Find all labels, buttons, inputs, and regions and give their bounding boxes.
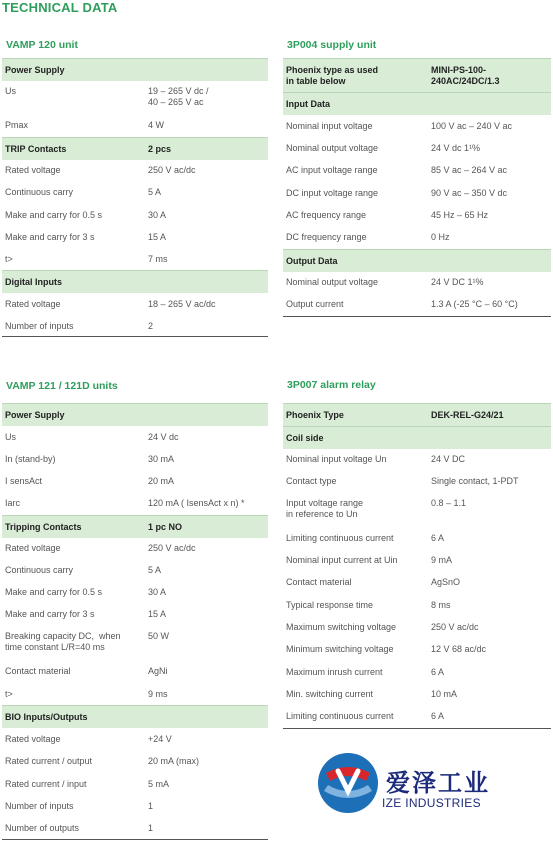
- cell-value: 250 V ac/dc: [431, 622, 479, 632]
- relay3p007-title: 3P007 alarm relay: [287, 379, 376, 391]
- table-header-row: [2, 137, 268, 160]
- cell-label: AC input voltage range: [286, 165, 378, 175]
- cell-value: 5 A: [148, 187, 162, 197]
- vamp121-table: [2, 403, 268, 841]
- table-header-row: [2, 270, 268, 293]
- cell-value: 6 A: [431, 711, 445, 721]
- table-row: [2, 114, 268, 136]
- table-bottom-rule: [283, 728, 551, 729]
- table-row: [283, 527, 551, 549]
- table-row: [283, 705, 551, 727]
- vamp120-title: VAMP 120 unit: [6, 39, 78, 51]
- table-row: [283, 594, 551, 616]
- cell-label: Nominal input current at Uin: [286, 555, 398, 565]
- cell-label: Maximum inrush current: [286, 667, 383, 677]
- cell-value: 5 A: [148, 565, 162, 575]
- cell-value: 1: [148, 801, 154, 811]
- cell-value: 1.3 A (-25 °C – 60 °C): [431, 299, 518, 309]
- cell-value: 8 ms: [431, 600, 451, 610]
- cell-value: 18 – 265 V ac/dc: [148, 299, 216, 309]
- cell-label: Rated voltage: [5, 543, 61, 553]
- table-row: [2, 159, 268, 181]
- table-bottom-rule: [283, 316, 551, 317]
- cell-label: Nominal output voltage: [286, 277, 379, 287]
- cell-value: 1: [148, 823, 154, 833]
- cell-label: Breaking capacity DC, when time constant L/R=40 ms: [5, 631, 121, 652]
- cell-label: Coil side: [286, 433, 324, 443]
- table-row: [2, 226, 268, 248]
- cell-label: Continuous carry: [5, 565, 74, 575]
- cell-label: BIO Inputs/Outputs: [5, 712, 88, 722]
- cell-value: 45 Hz – 65 Hz: [431, 210, 489, 220]
- table-row: [2, 660, 268, 682]
- cell-label: Nominal input voltage: [286, 121, 373, 131]
- cell-value: 7 ms: [148, 254, 168, 264]
- cell-label: Rated voltage: [5, 165, 61, 175]
- cell-value: 9 ms: [148, 689, 168, 699]
- cell-label: Make and carry for 0.5 s: [5, 210, 103, 220]
- table-row: [283, 683, 551, 705]
- table-row: [2, 537, 268, 559]
- table-row: [283, 271, 551, 293]
- vamp121-title: VAMP 121 / 121D units: [6, 380, 118, 392]
- relay3p007-table: [283, 403, 551, 730]
- table-row: [2, 470, 268, 492]
- cell-label: TRIP Contacts: [5, 144, 67, 154]
- vamp120-table: [2, 58, 268, 338]
- cell-label: Tripping Contacts: [5, 522, 82, 532]
- table-bottom-rule: [2, 336, 268, 337]
- cell-label: Power Supply: [5, 410, 65, 420]
- cell-label: Phoenix Type: [286, 410, 344, 420]
- cell-value: 15 A: [148, 609, 167, 619]
- cell-value: 20 mA: [148, 476, 175, 486]
- cell-value: AgNi: [148, 666, 168, 676]
- cell-value: 4 W: [148, 120, 165, 130]
- cell-value: Single contact, 1-PDT: [431, 476, 519, 486]
- cell-label: Input voltage range in reference to Un: [286, 498, 364, 519]
- cell-label: Number of inputs: [5, 801, 74, 811]
- table-row: [283, 204, 551, 226]
- table-header-row: [283, 426, 551, 449]
- cell-value: MINI-PS-100- 240AC/24DC/1.3: [431, 65, 500, 86]
- table-header-row: [283, 58, 551, 92]
- cell-value: 120 mA ( IsensAct x n) *: [148, 498, 245, 508]
- globe-logo-icon: [316, 751, 380, 815]
- cell-value: 1 pc NO: [148, 522, 183, 532]
- table-header-row: [283, 403, 551, 426]
- cell-label: Limiting continuous current: [286, 533, 394, 543]
- cell-value: 250 V ac/dc: [148, 165, 196, 175]
- cell-label: Digital Inputs: [5, 277, 62, 287]
- cell-label: Rated voltage: [5, 299, 61, 309]
- table-row: [2, 448, 268, 470]
- cell-value: AgSnO: [431, 577, 461, 587]
- cell-value: 19 – 265 V dc / 40 – 265 V ac: [148, 86, 209, 107]
- cell-label: Make and carry for 0.5 s: [5, 587, 103, 597]
- cell-label: Number of inputs: [5, 321, 74, 331]
- cell-value: 100 V ac – 240 V ac: [431, 121, 513, 131]
- cell-value: 20 mA (max): [148, 756, 200, 766]
- table-row: [283, 448, 551, 470]
- table-row: [2, 750, 268, 772]
- table-row: [2, 625, 268, 659]
- cell-value: 50 W: [148, 631, 170, 641]
- cell-label: Nominal input voltage Un: [286, 454, 387, 464]
- cell-value: 0 Hz: [431, 232, 450, 242]
- cell-label: Make and carry for 3 s: [5, 232, 95, 242]
- cell-value: 30 A: [148, 210, 167, 220]
- cell-label: In (stand-by): [5, 454, 56, 464]
- table-row: [2, 559, 268, 581]
- cell-value: +24 V: [148, 734, 172, 744]
- cell-value: 90 V ac – 350 V dc: [431, 188, 508, 198]
- table-header-row: [283, 249, 551, 272]
- table-row: [283, 549, 551, 571]
- cell-value: 30 mA: [148, 454, 175, 464]
- cell-value: 85 V ac – 264 V ac: [431, 165, 508, 175]
- cell-label: Output Data: [286, 256, 338, 266]
- cell-value: 24 V dc: [148, 432, 179, 442]
- page-title: TECHNICAL DATA: [2, 0, 118, 15]
- cell-value: 10 mA: [431, 689, 458, 699]
- cell-label: Rated current / output: [5, 756, 93, 766]
- cell-value: 24 V DC: [431, 454, 466, 464]
- table-row: [283, 571, 551, 593]
- cell-value: 5 mA: [148, 779, 170, 789]
- supply3p004-title: 3P004 supply unit: [287, 39, 377, 51]
- cell-label: Rated voltage: [5, 734, 61, 744]
- cell-label: Contact material: [286, 577, 352, 587]
- cell-label: Power Supply: [5, 65, 65, 75]
- table-row: [283, 159, 551, 181]
- table-row: [283, 226, 551, 248]
- table-row: [2, 293, 268, 315]
- cell-value: 6 A: [431, 533, 445, 543]
- cell-value: DEK-REL-G24/21: [431, 410, 504, 420]
- cell-label: AC frequency range: [286, 210, 367, 220]
- cell-label: Iarc: [5, 498, 21, 508]
- cell-label: Contact type: [286, 476, 337, 486]
- logo-english-text: IZE INDUSTRIES: [382, 796, 481, 810]
- cell-value: 2: [148, 321, 154, 331]
- cell-label: Continuous carry: [5, 187, 74, 197]
- table-row: [283, 115, 551, 137]
- cell-label: Us: [5, 432, 16, 442]
- cell-value: 9 mA: [431, 555, 453, 565]
- cell-value: 2 pcs: [148, 144, 172, 154]
- table-row: [2, 181, 268, 203]
- cell-label: Contact material: [5, 666, 71, 676]
- table-row: [2, 248, 268, 270]
- cell-label: Min. switching current: [286, 689, 374, 699]
- cell-value: 24 V dc 1¹%: [431, 143, 481, 153]
- table-row: [2, 728, 268, 750]
- table-row: [2, 773, 268, 795]
- table-header-row: [2, 403, 268, 426]
- table-row: [283, 137, 551, 159]
- cell-label: Input Data: [286, 99, 330, 109]
- table-row: [2, 683, 268, 705]
- table-row: [2, 81, 268, 113]
- table-header-row: [2, 515, 268, 538]
- cell-label: Minimum switching voltage: [286, 644, 394, 654]
- table-row: [283, 661, 551, 683]
- cell-label: Pmax: [5, 120, 29, 130]
- table-header-row: [2, 58, 268, 81]
- cell-label: t>: [5, 689, 13, 699]
- cell-value: 12 V 68 ac/dc: [431, 644, 487, 654]
- cell-label: Number of outputs: [5, 823, 80, 833]
- cell-label: Make and carry for 3 s: [5, 609, 95, 619]
- cell-value: 6 A: [431, 667, 445, 677]
- logo-chinese-text: 爱泽工业: [386, 769, 490, 797]
- table-header-row: [2, 705, 268, 728]
- table-header-row: [283, 92, 551, 115]
- table-row: [283, 492, 551, 526]
- cell-value: 15 A: [148, 232, 167, 242]
- table-row: [2, 204, 268, 226]
- cell-label: Maximum switching voltage: [286, 622, 397, 632]
- table-row: [2, 817, 268, 839]
- table-row: [2, 492, 268, 514]
- table-row: [2, 581, 268, 603]
- table-row: [2, 795, 268, 817]
- table-row: [283, 638, 551, 660]
- supply3p004-table: [283, 58, 551, 318]
- cell-label: DC input voltage range: [286, 188, 379, 198]
- cell-label: Rated current / input: [5, 779, 87, 789]
- table-row: [283, 616, 551, 638]
- cell-value: 24 V DC 1¹%: [431, 277, 484, 287]
- table-row: [2, 426, 268, 448]
- cell-value: 30 A: [148, 587, 167, 597]
- cell-label: t>: [5, 254, 13, 264]
- table-row: [283, 470, 551, 492]
- cell-label: DC frequency range: [286, 232, 367, 242]
- cell-value: 0.8 – 1.1: [431, 498, 467, 508]
- cell-label: Output current: [286, 299, 344, 309]
- table-row: [283, 182, 551, 204]
- cell-label: Phoenix type as used in table below: [286, 65, 379, 86]
- cell-label: I sensAct: [5, 476, 43, 486]
- table-row: [2, 603, 268, 625]
- cell-label: Nominal output voltage: [286, 143, 379, 153]
- cell-label: Limiting continuous current: [286, 711, 394, 721]
- table-row: [283, 293, 551, 315]
- cell-label: Us: [5, 86, 16, 96]
- table-bottom-rule: [2, 839, 268, 840]
- cell-value: 250 V ac/dc: [148, 543, 196, 553]
- table-row: [2, 315, 268, 337]
- cell-label: Typical response time: [286, 600, 374, 610]
